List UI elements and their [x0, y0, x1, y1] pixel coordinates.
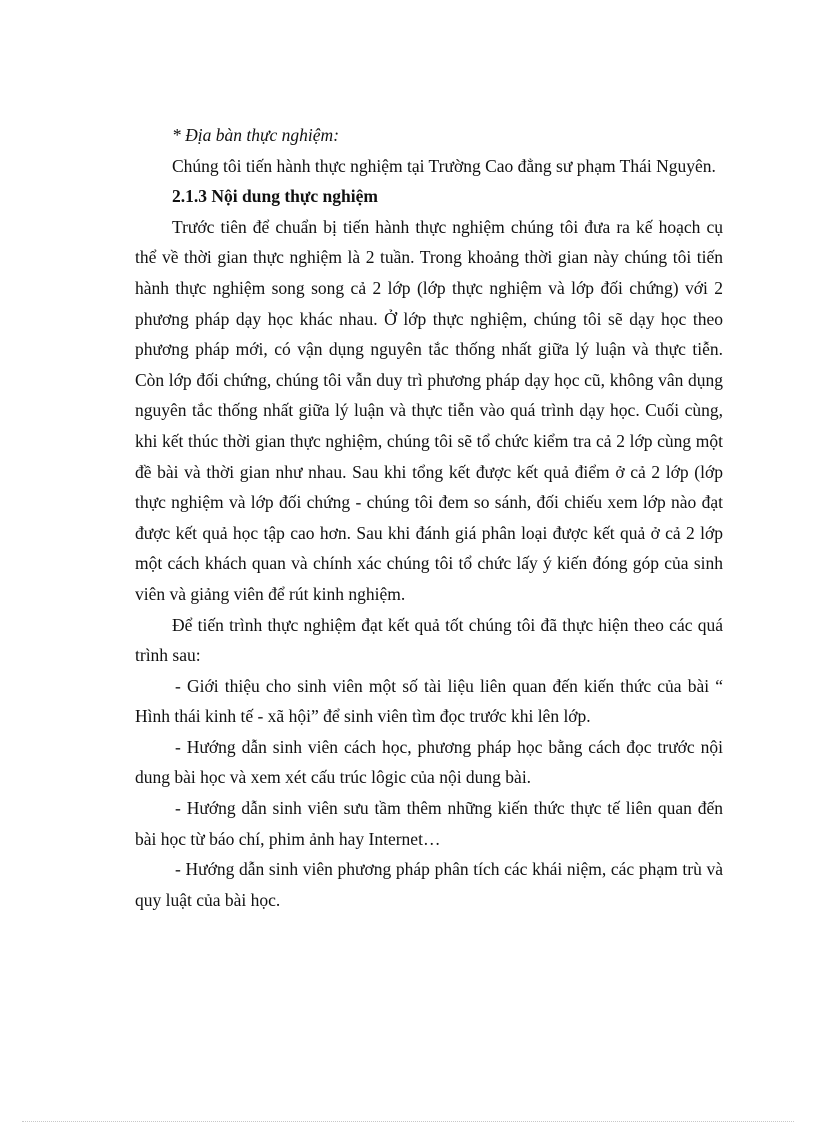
document-page	[135, 120, 723, 915]
location-heading: * Địa bàn thực nghiệm:	[172, 125, 340, 145]
list-item: - Giới thiệu cho sinh viên một số tài liệu liên quan đến kiến thức của bài “ Hình thái kinh tế - xã hội” để sinh viên tìm đọc trước khi lên lớp.	[135, 675, 723, 727]
paragraph-plan: Trước tiên để chuẩn bị tiến hành thực nghiệm chúng tôi đưa ra kế hoạch cụ thể về thời gian thực nghiệm là 2 tuần. Trong khoảng thời gian này chúng tôi tiến hành thực nghiệm song song cả 2 lớp (lớp thực nghiệm và lớp đối chứng) với 2 phương pháp dạy học khác nhau. Ở lớp thực nghiệm, chúng tôi sẽ dạy học theo phương pháp mới, có vận dụng nguyên tắc thống nhất giữa lý luận và thực tiễn. Còn lớp đối chứng, chúng tôi vẫn duy trì phương pháp dạy học cũ, không vân dụng nguyên tắc thống nhất giữa lý luận và thực tiễn vào quá trình dạy học. Cuối cùng, khi kết thúc thời gian thực nghiệm, chúng tôi sẽ tổ chức kiểm tra cả 2 lớp cùng một đề bài và thời gian như nhau. Sau khi tổng kết được kết quả điểm ở cả 2 lớp (lớp thực nghiệm và lớp đối chứng - chúng tôi đem so sánh, đối chiếu xem lớp nào đạt được kết quả học tập cao hơn. Sau khi đánh giá phân loại được kết quả ở cả 2 lớp một cách khách quan và chính xác chúng tôi tổ chức lấy ý kiến đóng góp của sinh viên và giảng viên để rút kinh nghiệm.	[135, 216, 723, 604]
list-item: - Hướng dẫn sinh viên phương pháp phân tích các khái niệm, các phạm trù và quy luật của bài học.	[135, 859, 723, 910]
section-heading: 2.1.3 Nội dung thực nghiệm	[172, 186, 378, 207]
list-item: - Hướng dẫn sinh viên cách học, phương pháp học bằng cách đọc trước nội dung bài học và xem xét cấu trúc lôgic của nội dung bài.	[135, 736, 723, 788]
list-item: - Hướng dẫn sinh viên sưu tầm thêm những kiến thức thực tế liên quan đến bài học từ báo chí, phim ảnh hay Internet…	[135, 798, 723, 849]
page-bottom-divider	[22, 1121, 794, 1122]
location-text: Chúng tôi tiến hành thực nghiệm tại Trường Cao đẳng sư phạm Thái Nguyên.	[172, 155, 716, 176]
paragraph-process-intro: Để tiến trình thực nghiệm đạt kết quả tốt chúng tôi đã thực hiện theo các quá trình sau:	[135, 614, 723, 666]
